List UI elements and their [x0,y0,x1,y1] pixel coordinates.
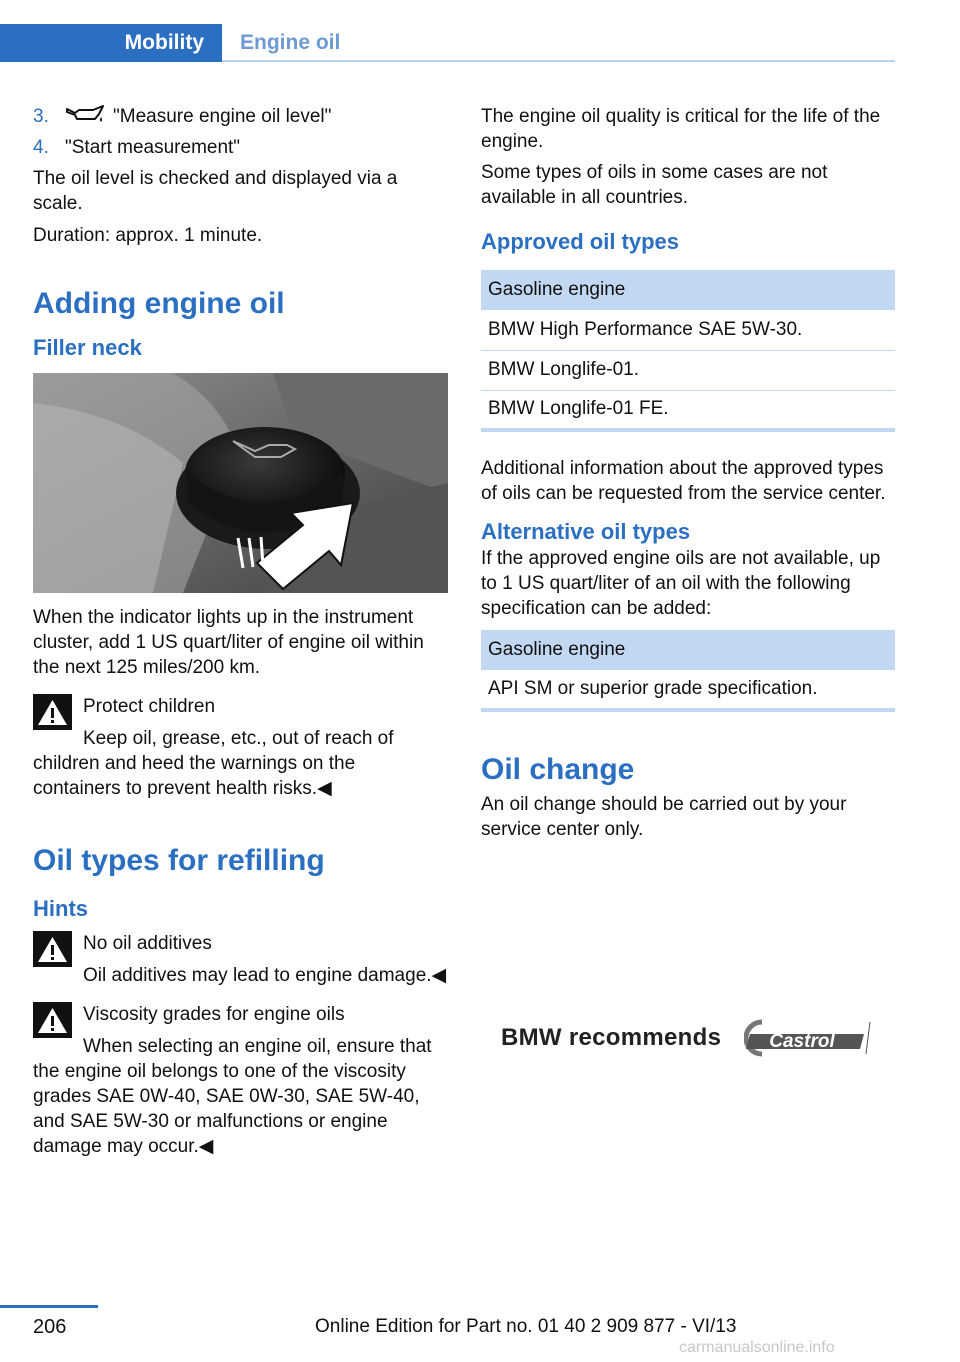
heading-alternative-oil-types: Alternative oil types [481,519,691,544]
watermark: carmanualsonline.info [679,1339,835,1356]
step-item [65,104,448,129]
heading-oil-change: Oil change [481,753,635,786]
warning-viscosity-grades [33,1002,448,1159]
page-header [0,24,895,62]
table-row: BMW High Performance SAE 5W-30. [481,310,895,350]
step-number: 3. [33,106,49,127]
left-column [33,104,448,1159]
approved-oil-table [481,270,895,432]
oil-quality-paragraph: The engine oil quality is critical for the life of the engine. [481,106,881,152]
section-tab-mobility[interactable]: Mobility [0,24,222,62]
warning-text: When selecting an engine oil, ensure that the engine oil belongs to one of the viscosity grades SAE 0W-40, SAE 0W-30, SAE 5W-40, and SAE 5W-30 or malfunctions or engine damage may occur.◀ [33,1036,432,1157]
step-text: "Measure engine oil level" [113,106,332,127]
table-header: Gasoline engine [481,270,895,310]
warning-no-oil-additives [33,931,448,988]
warning-title: No oil additives [83,933,212,954]
oil-change-paragraph: An oil change should be carried out by your service center only. [481,794,847,840]
warning-protect-children [33,694,448,801]
duration-paragraph: Duration: approx. 1 minute. [33,225,263,246]
heading-filler-neck: Filler neck [33,335,142,360]
step-text: "Start measurement" [65,137,241,158]
table-row: BMW Longlife-01. [481,350,895,390]
warning-triangle-icon [33,694,72,730]
warning-title: Protect children [83,696,216,717]
page-number: 206 [33,1316,67,1338]
section-tab-engine-oil[interactable]: Engine oil [240,31,341,54]
castrol-brand: Castrol [769,1031,835,1052]
indicator-paragraph: When the indicator lights up in the instrument cluster, add 1 US quart/liter of engine oil within the next 125 miles/200 km. [33,607,424,678]
heading-oil-types-refilling: Oil types for refilling [33,844,325,877]
step-number: 4. [33,137,49,158]
warning-triangle-icon [33,931,72,967]
additional-info-paragraph: Additional information about the approved types of oils can be requested from the service center. [481,458,886,504]
heading-hints: Hints [33,896,88,921]
castrol-logo-icon [744,1018,874,1058]
logo-text: BMW recommends [501,1024,722,1051]
edition-text: Online Edition for Part no. 01 40 2 909 877 - VI/13 [315,1316,737,1337]
table-row: BMW Longlife-01 FE. [481,390,895,430]
alternative-oil-table [481,630,895,712]
heading-approved-oil-types: Approved oil types [481,229,680,254]
oil-can-icon [65,105,105,125]
steps-list [33,104,448,160]
heading-adding-engine-oil: Adding engine oil [33,287,285,320]
filler-neck-photo [33,373,448,593]
alternative-paragraph: If the approved engine oils are not available, up to 1 US quart/liter of an oil with the following specification can be added: [481,548,881,619]
warning-text: Keep oil, grease, etc., out of reach of children and heed the warnings on the containers to prevent health risks.◀ [33,728,394,799]
footer-rule [0,1305,98,1308]
bmw-recommends-castrol-logo [501,1018,873,1058]
right-column [481,104,895,842]
warning-text: Oil additives may lead to engine damage.◀ [83,965,447,986]
warning-triangle-icon [33,1002,72,1038]
oil-level-paragraph: The oil level is checked and displayed via a scale. [33,168,398,214]
oil-availability-paragraph: Some types of oils in some cases are not available in all countries. [481,162,828,208]
warning-title: Viscosity grades for engine oils [83,1004,345,1025]
table-header: Gasoline engine [481,630,895,670]
table-row: API SM or superior grade specification. [481,670,895,710]
